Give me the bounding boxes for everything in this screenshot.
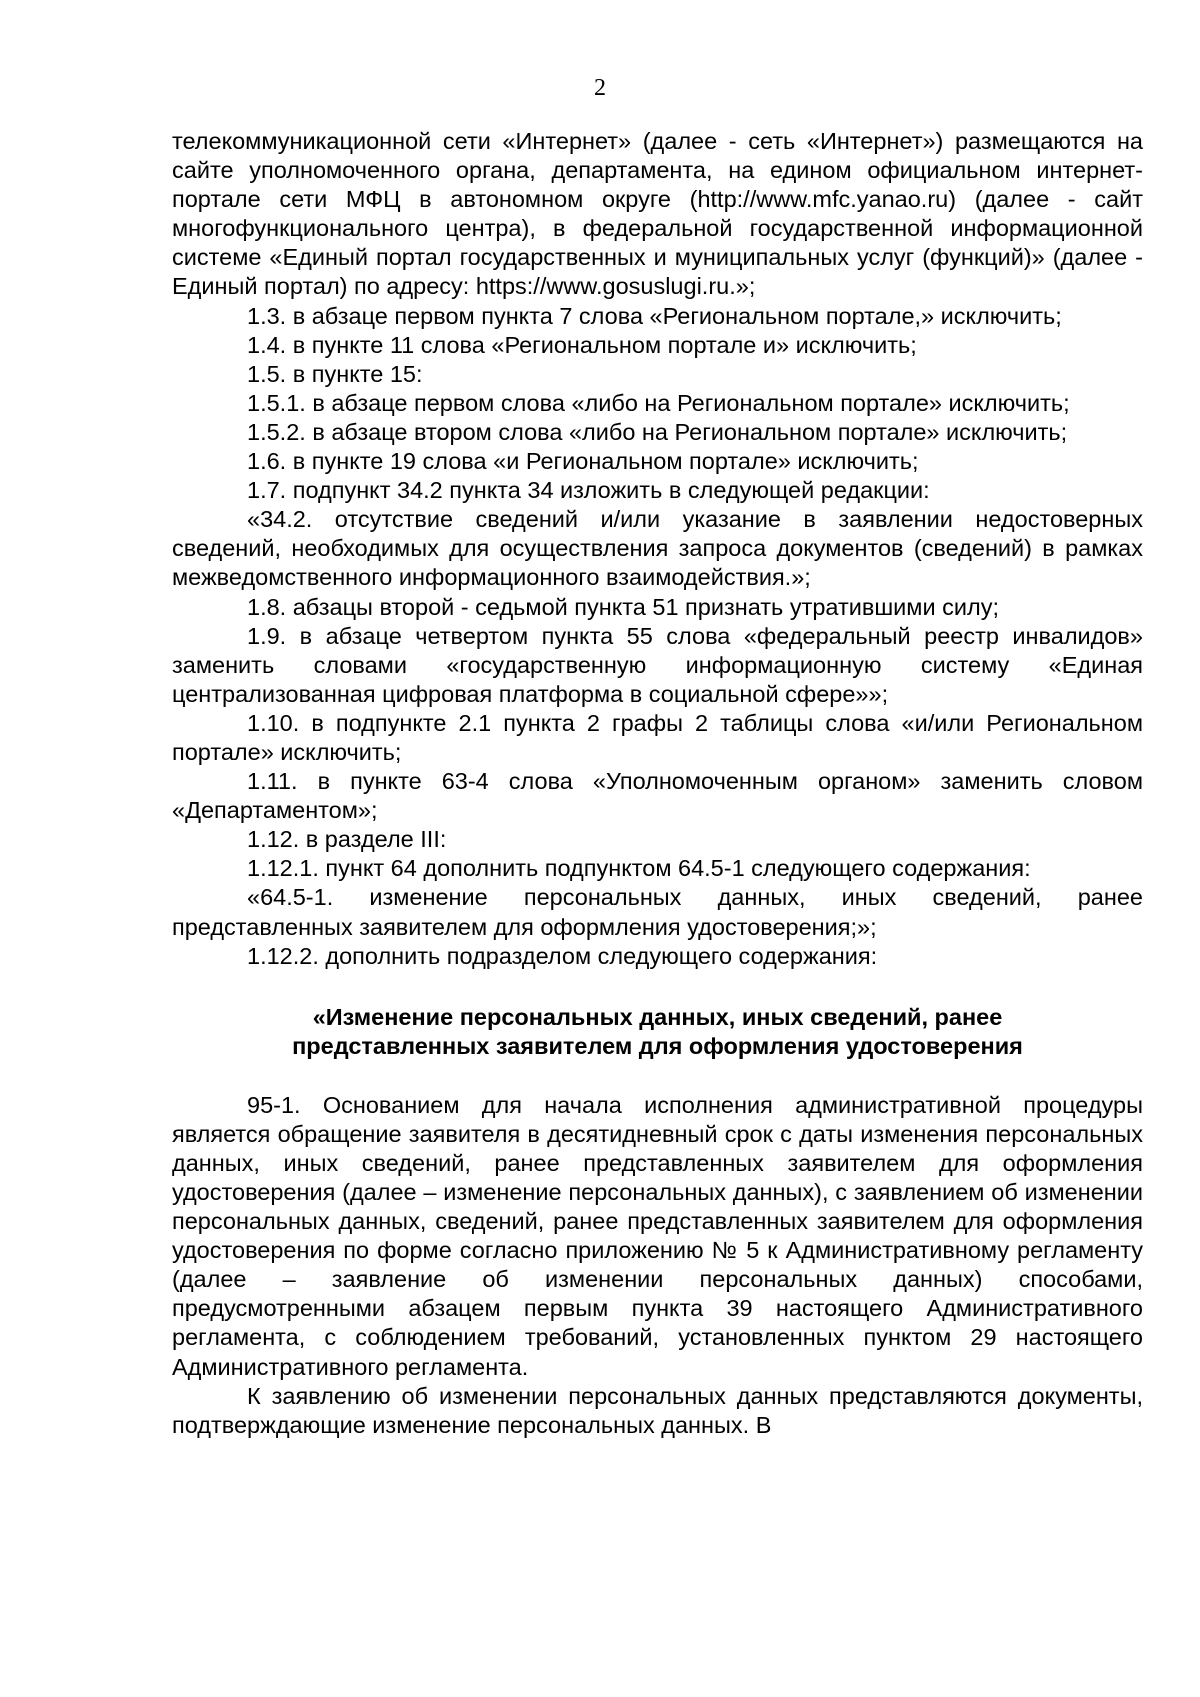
paragraph-item-1-5-1: 1.5.1. в абзаце первом слова «либо на Региональном портале» исключить; bbox=[247, 389, 1070, 416]
subsection-heading bbox=[172, 1003, 1143, 1061]
paragraph-item-1-12-1: 1.12.1. пункт 64 дополнить подпунктом 64.5-1 следующего содержания: bbox=[247, 855, 1031, 882]
paragraph-quote-64-5-1: «64.5-1. изменение персональных данных, иных сведений, ранее представленных заявителем для оформления удостоверения;»; bbox=[172, 884, 1143, 940]
paragraph-item-1-11: 1.11. в пункте 63-4 слова «Уполномоченным органом» заменить словом «Департаментом»; bbox=[172, 768, 1143, 824]
paragraph-quote-34-2: «34.2. отсутствие сведений и/или указание в заявлении недостоверных сведений, необходимых для осуществления запроса документов (сведений) в рамках межведомственного информационного взаимодействия.»; bbox=[172, 506, 1143, 591]
paragraph-item-1-12: 1.12. в разделе III: bbox=[247, 826, 447, 853]
paragraph-item-1-10: 1.10. в подпункте 2.1 пункта 2 графы 2 таблицы слова «и/или Региональном портале» исключить; bbox=[172, 709, 1143, 765]
paragraph-item-1-5-2: 1.5.2. в абзаце втором слова «либо на Региональном портале» исключить; bbox=[247, 418, 1068, 445]
page-number: 2 bbox=[594, 75, 606, 101]
paragraph-item-1-5: 1.5. в пункте 15: bbox=[247, 360, 423, 387]
document-body bbox=[172, 127, 1143, 1440]
paragraph-item-1-12-2: 1.12.2. дополнить подразделом следующего содержания: bbox=[247, 942, 878, 969]
paragraph-item-1-3: 1.3. в абзаце первом пункта 7 слова «Региональном портале,» исключить; bbox=[247, 302, 1062, 329]
paragraph-item-1-9: 1.9. в абзаце четвертом пункта 55 слова «федеральный реестр инвалидов» заменить словами «государственную информационную систему «Единая централизованная цифровая платформа в социальной сфере»»; bbox=[172, 622, 1143, 707]
paragraph-item-1-4: 1.4. в пункте 11 слова «Региональном портале и» исключить; bbox=[247, 331, 917, 358]
paragraph-item-1-7: 1.7. подпункт 34.2 пункта 34 изложить в следующей редакции: bbox=[247, 477, 930, 504]
paragraph-95-1: 95-1. Основанием для начала исполнения административной процедуры является обращение заявителя в десятидневный срок с даты изменения персональных данных, иных сведений, ранее представленных заявителем для оформления удостоверения (далее – изменение персональных данных), с заявлением об изменении персональных данных, сведений, ранее представленных заявителем для оформления удостоверения по форме согласно приложению № 5 к Административному регламенту (далее – заявление об изменении персональных данных) способами, предусмотренными абзацем первым пункта 39 настоящего Административного регламента, с соблюдением требований, установленных пунктом 29 настоящего Административного регламента. bbox=[172, 1091, 1143, 1380]
paragraph-item-1-8: 1.8. абзацы второй - седьмой пункта 51 признать утратившими силу; bbox=[247, 593, 999, 620]
subsection-heading-line-2: представленных заявителем для оформления удостоверения bbox=[292, 1032, 1023, 1059]
paragraph-item-1-6: 1.6. в пункте 19 слова «и Региональном портале» исключить; bbox=[247, 448, 919, 475]
paragraph-documents: К заявлению об изменении персональных данных представляются документы, подтверждающие изменение персональных данных. В bbox=[172, 1382, 1143, 1438]
paragraph-continuation: телекоммуникационной сети «Интернет» (далее - сеть «Интернет») размещаются на сайте уполномоченного органа, департамента, на едином официальном интернет-портале сети МФЦ в автономном округе (http://www.mfc.yanao.ru) (далее - сайт многофункционального центра), в федеральной государственной информационной системе «Единый портал государственных и муниципальных услуг (функций)» (далее - Единый портал) по адресу: https://www.gosuslugi.ru.»; bbox=[172, 128, 1143, 300]
subsection-heading-line-1: «Изменение персональных данных, иных сведений, ранее bbox=[312, 1003, 1003, 1030]
